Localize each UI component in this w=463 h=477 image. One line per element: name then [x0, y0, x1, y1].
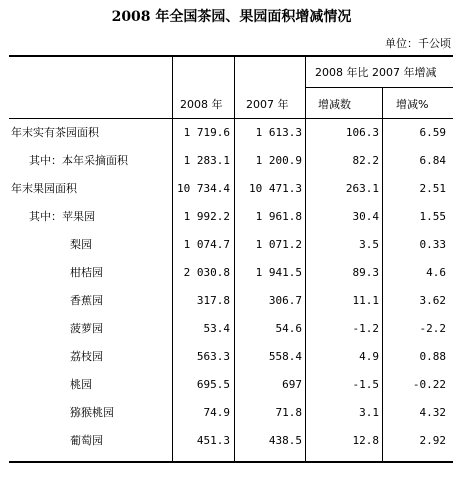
cell-2008: 2 030.8 — [183, 266, 230, 279]
cell-2008: 1 074.7 — [183, 238, 230, 251]
cell-change: -1.2 — [352, 322, 379, 335]
cell-change-pct: 4.32 — [419, 406, 446, 419]
header-2007: 2007 年 — [246, 98, 289, 111]
cell-2008: 563.3 — [196, 350, 230, 363]
cell-2008: 74.9 — [203, 406, 230, 419]
cell-2007: 1 961.8 — [255, 210, 302, 223]
cell-2007: 697 — [282, 378, 302, 391]
row-label: 葡萄园 — [70, 434, 103, 447]
row-label: 其中：苹果园 — [29, 210, 95, 223]
row-label: 梨园 — [70, 238, 92, 251]
cell-2008: 1 283.1 — [183, 154, 230, 167]
cell-change: 106.3 — [345, 126, 379, 139]
header-change-pct: 增减% — [396, 98, 429, 111]
header-group: 2008 年比 2007 年增减 — [315, 66, 437, 79]
cell-change-pct: 6.59 — [419, 126, 446, 139]
cell-2008: 695.5 — [196, 378, 230, 391]
table-row — [0, 406, 463, 434]
cell-change: 11.1 — [352, 294, 379, 307]
header-change: 增减数 — [318, 98, 351, 111]
cell-change-pct: 1.55 — [419, 210, 446, 223]
cell-2008: 1 992.2 — [183, 210, 230, 223]
row-label: 香蕉园 — [70, 294, 103, 307]
cell-change-pct: -2.2 — [419, 322, 446, 335]
cell-change-pct: 6.84 — [419, 154, 446, 167]
cell-change: 89.3 — [352, 266, 379, 279]
row-label: 年末果园面积 — [11, 182, 77, 195]
cell-change: 12.8 — [352, 434, 379, 447]
row-label: 其中：本年采摘面积 — [29, 154, 128, 167]
cell-change: 3.1 — [359, 406, 379, 419]
cell-2007: 1 613.3 — [255, 126, 302, 139]
row-label: 柑桔园 — [70, 266, 103, 279]
cell-2008: 1 719.6 — [183, 126, 230, 139]
cell-change: 30.4 — [352, 210, 379, 223]
table-top-rule — [9, 55, 453, 57]
table-row — [0, 434, 463, 462]
cell-change: -1.5 — [352, 378, 379, 391]
cell-2007: 1 200.9 — [255, 154, 302, 167]
table-row — [0, 238, 463, 266]
cell-change-pct: 2.51 — [419, 182, 446, 195]
unit-label: 单位：千公顷 — [385, 37, 451, 50]
cell-change: 263.1 — [345, 182, 379, 195]
cell-2007: 71.8 — [275, 406, 302, 419]
cell-change: 3.5 — [359, 238, 379, 251]
row-label: 桃园 — [70, 378, 92, 391]
cell-2007: 1 071.2 — [255, 238, 302, 251]
table-row — [0, 126, 463, 154]
header-2008: 2008 年 — [180, 98, 223, 111]
cell-change-pct: 4.6 — [426, 266, 446, 279]
cell-change-pct: 0.33 — [419, 238, 446, 251]
table-row — [0, 350, 463, 378]
cell-2007: 558.4 — [268, 350, 302, 363]
table-row — [0, 182, 463, 210]
cell-2007: 1 941.5 — [255, 266, 302, 279]
header-bottom-rule — [9, 118, 453, 119]
page-title: 2008 年全国茶园、果园面积增减情况 — [111, 9, 352, 25]
cell-2008: 10 734.4 — [177, 182, 230, 195]
cell-2007: 306.7 — [268, 294, 302, 307]
table-row — [0, 266, 463, 294]
table-row — [0, 210, 463, 238]
cell-2007: 438.5 — [268, 434, 302, 447]
table-row — [0, 294, 463, 322]
cell-change: 4.9 — [359, 350, 379, 363]
row-label: 猕猴桃园 — [70, 406, 114, 419]
cell-2008: 317.8 — [196, 294, 230, 307]
cell-2008: 451.3 — [196, 434, 230, 447]
cell-2007: 10 471.3 — [249, 182, 302, 195]
cell-2008: 53.4 — [203, 322, 230, 335]
cell-change-pct: -0.22 — [412, 378, 446, 391]
table-row — [0, 322, 463, 350]
row-label: 年末实有茶园面积 — [11, 126, 99, 139]
table-row — [0, 378, 463, 406]
row-label: 荔枝园 — [70, 350, 103, 363]
group-header-rule — [305, 87, 453, 88]
cell-2007: 54.6 — [275, 322, 302, 335]
cell-change: 82.2 — [352, 154, 379, 167]
cell-change-pct: 2.92 — [419, 434, 446, 447]
cell-change-pct: 3.62 — [419, 294, 446, 307]
cell-change-pct: 0.88 — [419, 350, 446, 363]
row-label: 菠萝园 — [70, 322, 103, 335]
table-row — [0, 154, 463, 182]
